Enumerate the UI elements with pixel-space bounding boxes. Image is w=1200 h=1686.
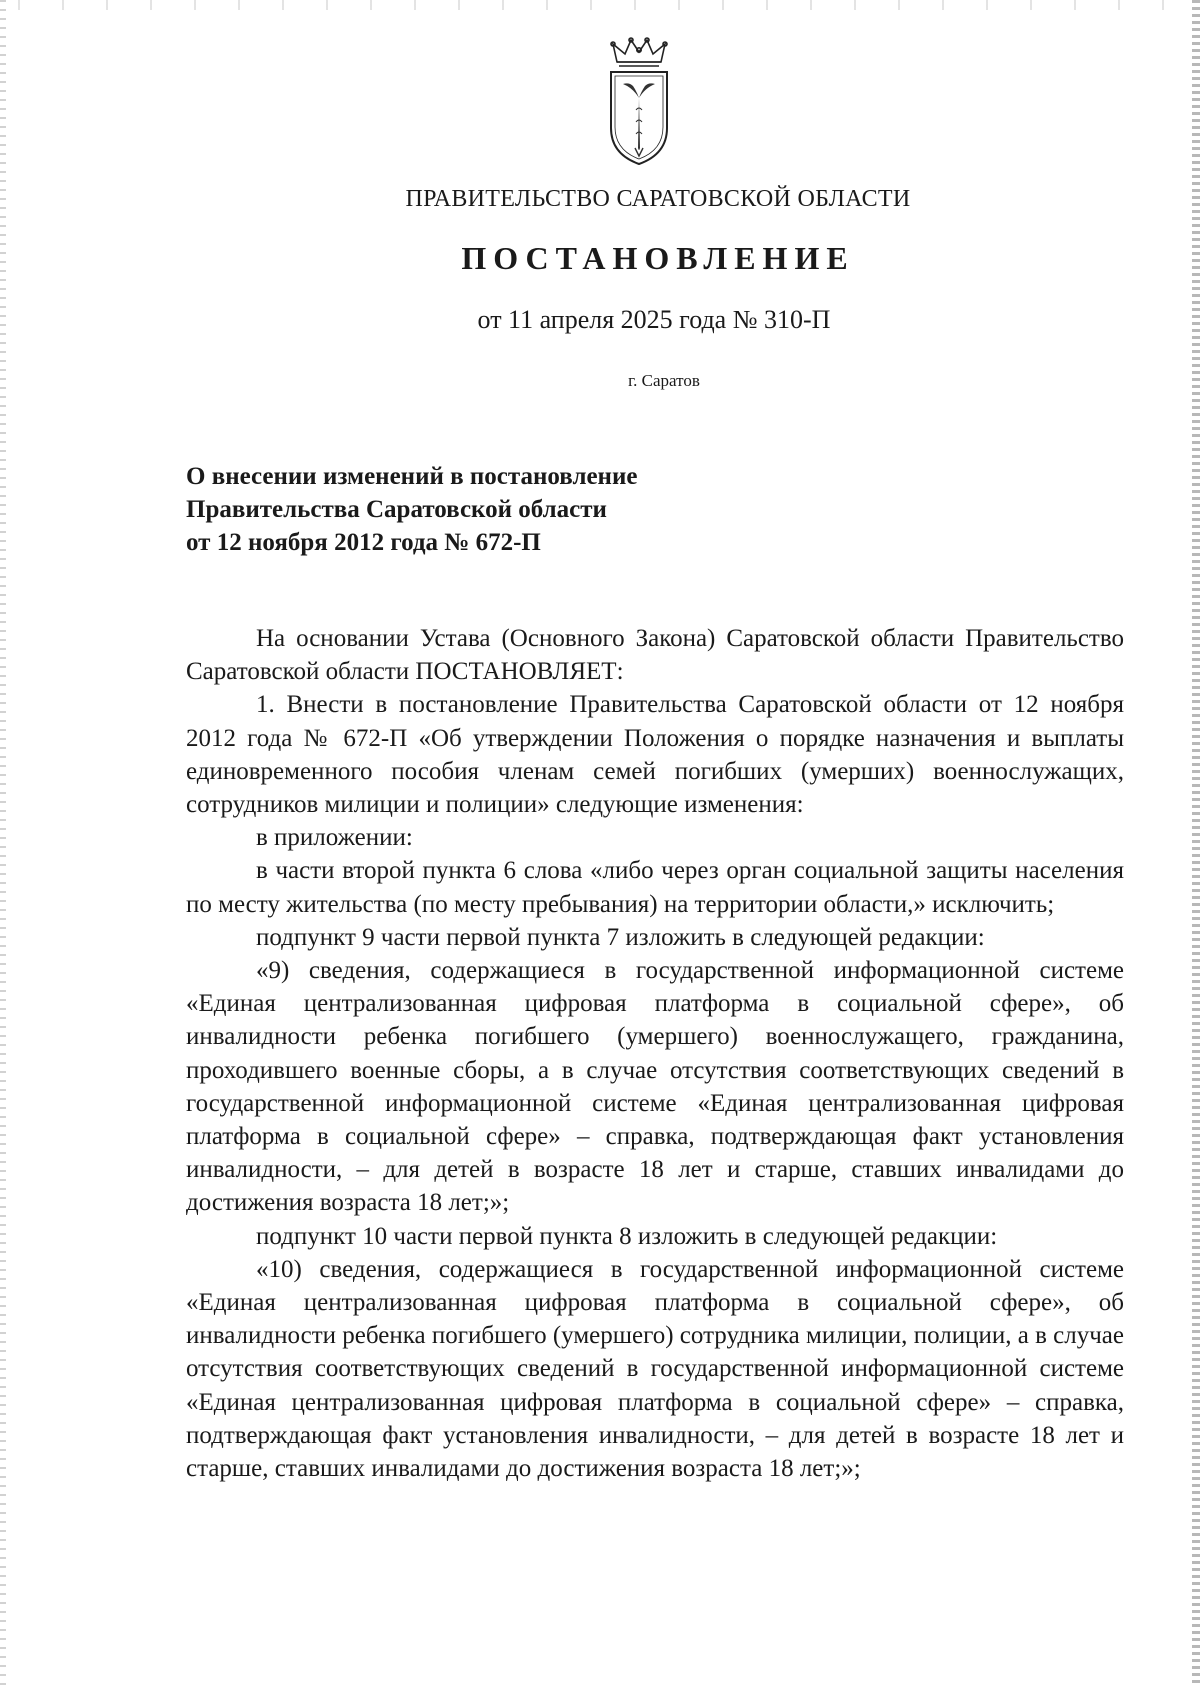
body-paragraph: подпункт 9 части первой пункта 7 изложить в следующей редакции:: [256, 923, 985, 951]
body-paragraph: подпункт 10 части первой пункта 8 изложить в следующей редакции:: [256, 1222, 998, 1250]
body-paragraph: «9) сведения, содержащиеся в государственной информационной системе «Единая централизованная цифровая платформа в социальной сфере», об инвалидности ребенка погибшего (умершего) военнослужащего, гражданина, проходившего военные сборы, а в случае отсутствия соответствующих сведений в государственной информационной системе «Единая централизованная цифровая платформа в социальной сфере» – справка, подтверждающая факт установления инвалидности, – для детей в возрасте 18 лет и старше, ставших инвалидами до достижения возраста 18 лет;»;: [186, 957, 1124, 1217]
subject-line: от 12 ноября 2012 года № 672-П: [186, 529, 541, 556]
body-paragraph: На основании Устава (Основного Закона) Саратовской области Правительство Саратовской области ПОСТАНОВЛЯЕТ:: [186, 625, 1124, 686]
document-city: г. Саратов: [628, 371, 700, 390]
document-type-title: ПОСТАНОВЛЕНИЕ: [461, 240, 855, 276]
body-paragraph: «10) сведения, содержащиеся в государственной информационной системе «Единая централизованная цифровая платформа в социальной сфере», об инвалидности ребенка погибшего (умершего) сотрудника милиции, полиции, а в случае отсутствия соответствующих сведений в государственной информационной системе «Единая централизованная цифровая платформа в социальной сфере» – справка, подтверждающая факт установления инвалидности, – для детей в возрасте 18 лет и старше, ставших инвалидами до достижения возраста 18 лет;»;: [186, 1255, 1124, 1483]
document-date-number: от 11 апреля 2025 года № 310-П: [477, 305, 831, 334]
document-subject: [186, 460, 637, 559]
body-paragraph: 1. Внести в постановление Правительства Саратовской области от 12 ноября 2012 года № 672-П «Об утверждении Положения о порядке назначения и выплаты единовременного пособия членам семей погибших (умерших) военнослужащих, сотрудников милиции и полиции» следующие изменения:: [186, 691, 1124, 819]
body-paragraph: в части второй пункта 6 слова «либо через орган социальной защиты населения по месту жительства (по месту пребывания) на территории области,» исключить;: [186, 857, 1124, 918]
saratov-coat-of-arms-icon: [603, 36, 675, 168]
subject-line: О внесении изменений в постановление: [186, 463, 638, 490]
scan-noise-top: [0, 0, 1200, 10]
organization-name: ПРАВИТЕЛЬСТВО САРАТОВСКОЙ ОБЛАСТИ: [405, 186, 911, 212]
subject-line: Правительства Саратовской области: [186, 496, 607, 523]
body-paragraph: в приложении:: [256, 824, 413, 852]
document-body: [186, 622, 1124, 1485]
